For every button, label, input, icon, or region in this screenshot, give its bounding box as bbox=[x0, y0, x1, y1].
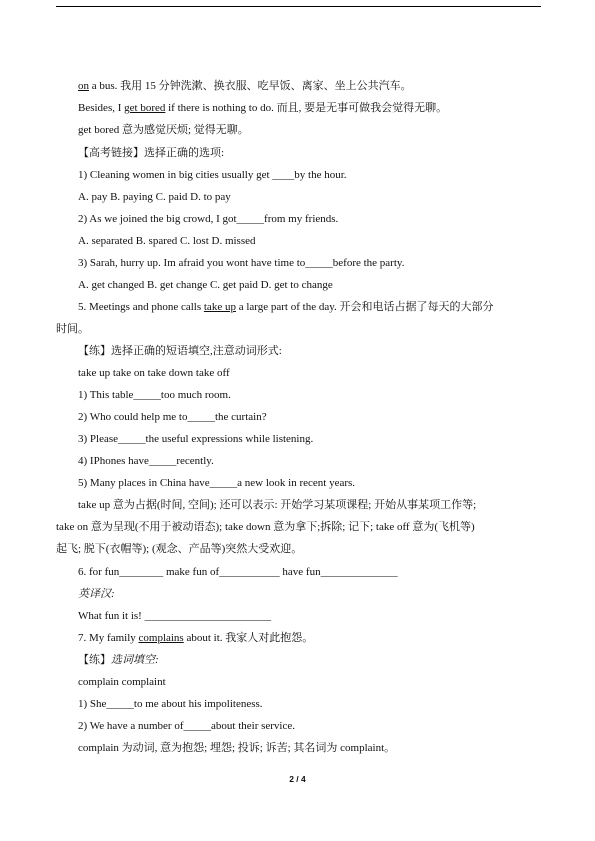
translate-item: What fun it is! _______________________ bbox=[78, 610, 272, 622]
practice-5: 5) Many places in China have_____a new look in recent years. bbox=[78, 477, 356, 489]
practice-2-1: 1) She_____to me about his impoliteness. bbox=[78, 698, 263, 710]
options-2: A. separated B. spared C. lost D. missed bbox=[78, 235, 256, 247]
item-5-cont: 时间。 bbox=[56, 323, 89, 335]
text-line-2: Besides, I get bored if there is nothing to do. 而且, 要是无事可做我会觉得无聊。 bbox=[78, 102, 448, 114]
item-5: 5. Meetings and phone calls take up a large part of the day. 开会和电话占据了每天的大部分 bbox=[78, 301, 494, 313]
options-3: A. get changed B. get change C. get paid D. get to change bbox=[78, 279, 333, 291]
text-line-3: get bored 意为感觉厌烦; 觉得无聊。 bbox=[78, 124, 249, 136]
options-1: A. pay B. paying C. paid D. to pay bbox=[78, 191, 231, 203]
explanation-line-1: take up 意为占据(时间, 空间); 还可以表示: 开始学习某项课程; 开始从事某项工作等; bbox=[78, 499, 477, 511]
practice-2-2: 2) We have a number of_____about their service. bbox=[78, 720, 296, 732]
complain-explanation: complain 为动词, 意为抱怨; 埋怨; 投诉; 诉苦; 其名词为 complaint。 bbox=[78, 742, 396, 754]
page-number: 2 / 4 bbox=[289, 774, 306, 784]
question-1: 1) Cleaning women in big cities usually get ____by the hour. bbox=[78, 169, 347, 181]
practice-3: 3) Please_____the useful expressions while listening. bbox=[78, 433, 314, 445]
practice-4: 4) IPhones have_____recently. bbox=[78, 455, 214, 467]
section-heading-practice-1: 【练】选择正确的短语填空,注意动词形式: bbox=[78, 345, 282, 357]
item-7: 7. My family complains about it. 我家人对此抱怨。 bbox=[78, 632, 314, 644]
translate-heading: 英译汉: bbox=[78, 588, 115, 600]
section-heading-practice-2: 【练】选词填空: bbox=[78, 654, 159, 666]
explanation-line-2: take on 意为呈现(不用于被动语态); take down 意为拿下;拆除; 记下; take off 意为(飞机等) bbox=[56, 521, 475, 533]
question-3: 3) Sarah, hurry up. Im afraid you wont have time to_____before the party. bbox=[78, 257, 405, 269]
practice-2: 2) Who could help me to_____the curtain? bbox=[78, 411, 267, 423]
phrase-options: take up take on take down take off bbox=[78, 367, 230, 379]
item-6: 6. for fun________ make fun of___________ have fun______________ bbox=[78, 566, 398, 578]
section-heading-gaokao: 【高考链接】选择正确的选项: bbox=[78, 147, 225, 159]
explanation-line-3: 起飞; 脱下(衣帽等); (观念、产品等)突然大受欢迎。 bbox=[56, 543, 303, 555]
text-line-1: on a bus. 我用 15 分钟洗漱、换衣服、吃早饭、离家、坐上公共汽车。 bbox=[78, 80, 412, 92]
header-rule bbox=[56, 6, 541, 7]
practice-1: 1) This table_____too much room. bbox=[78, 389, 231, 401]
word-options: complain complaint bbox=[78, 676, 166, 688]
question-2: 2) As we joined the big crowd, I got_____from my friends. bbox=[78, 213, 339, 225]
